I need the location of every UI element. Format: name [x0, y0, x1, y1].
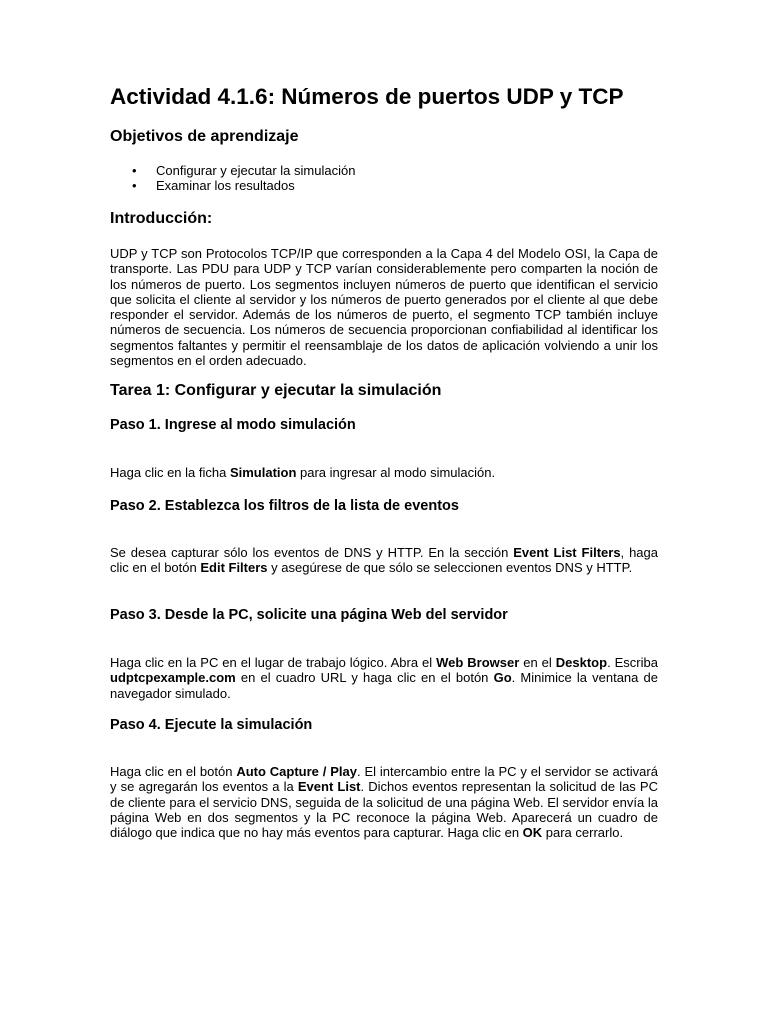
step3-paragraph: Haga clic en la PC en el lugar de trabajo lógico. Abra el Web Browser en el Desktop. Escriba udptcpexample.com en el cuadro URL y haga clic en el botón Go. Minimice la ventana de navegador simulado. — [110, 655, 658, 701]
step4-paragraph: Haga clic en el botón Auto Capture / Play. El intercambio entre la PC y el servidor se activará y se agregarán los eventos a la Event List. Dichos eventos representan la solicitud de las PC de cliente para el servicio DNS, seguida de la solicitud de una página Web. El servidor envía la página Web en dos segmentos y la PC reconoce la página Web. Aparecerá un cuadro de diálogo que indica que no hay más eventos para capturar. Haga clic en OK para cerrarlo. — [110, 764, 658, 841]
bullet-icon: • — [132, 177, 137, 193]
step2-paragraph: Se desea capturar sólo los eventos de DNS y HTTP. En la sección Event List Filters, haga clic en el botón Edit Filters y asegúrese de que sólo se seleccionen eventos DNS y HTTP. — [110, 545, 658, 576]
step1-heading: Paso 1. Ingrese al modo simulación — [110, 417, 356, 433]
step4-heading: Paso 4. Ejecute la simulación — [110, 717, 313, 733]
list-item: • Configurar y ejecutar la simulación — [132, 163, 356, 178]
step3-heading: Paso 3. Desde la PC, solicite una página Web del servidor — [110, 607, 508, 623]
task1-heading: Tarea 1: Configurar y ejecutar la simulación — [110, 382, 442, 399]
intro-paragraph: UDP y TCP son Protocolos TCP/IP que corresponden a la Capa 4 del Modelo OSI, la Capa de transporte. Las PDU para UDP y TCP varían considerablemente pero comparten la noción de los números de puerto. Los segmentos incluyen números de puerto que identifican el servicio que solicita el cliente al servidor y los números de puerto generados por el cliente al que debe responder el servidor. Además de los números de puerto, el segmento TCP también incluye números de secuencia. Los números de secuencia proporcionan confiabilidad al identificar los segmentos faltantes y permitir el reensamblaje de los datos de aplicación volviendo a unir los segmentos en el orden adecuado. — [110, 246, 658, 369]
objectives-heading: Objetivos de aprendizaje — [110, 128, 299, 145]
document-title: Actividad 4.1.6: Números de puertos UDP y TCP — [110, 84, 624, 109]
list-item: • Examinar los resultados — [132, 177, 295, 193]
intro-heading: Introducción: — [110, 210, 213, 227]
step1-paragraph: Haga clic en la ficha Simulation para ingresar al modo simulación. — [110, 465, 496, 480]
step2-heading: Paso 2. Establezca los filtros de la lista de eventos — [110, 498, 459, 514]
bullet-icon: • — [132, 163, 137, 178]
objectives-list — [110, 164, 355, 193]
